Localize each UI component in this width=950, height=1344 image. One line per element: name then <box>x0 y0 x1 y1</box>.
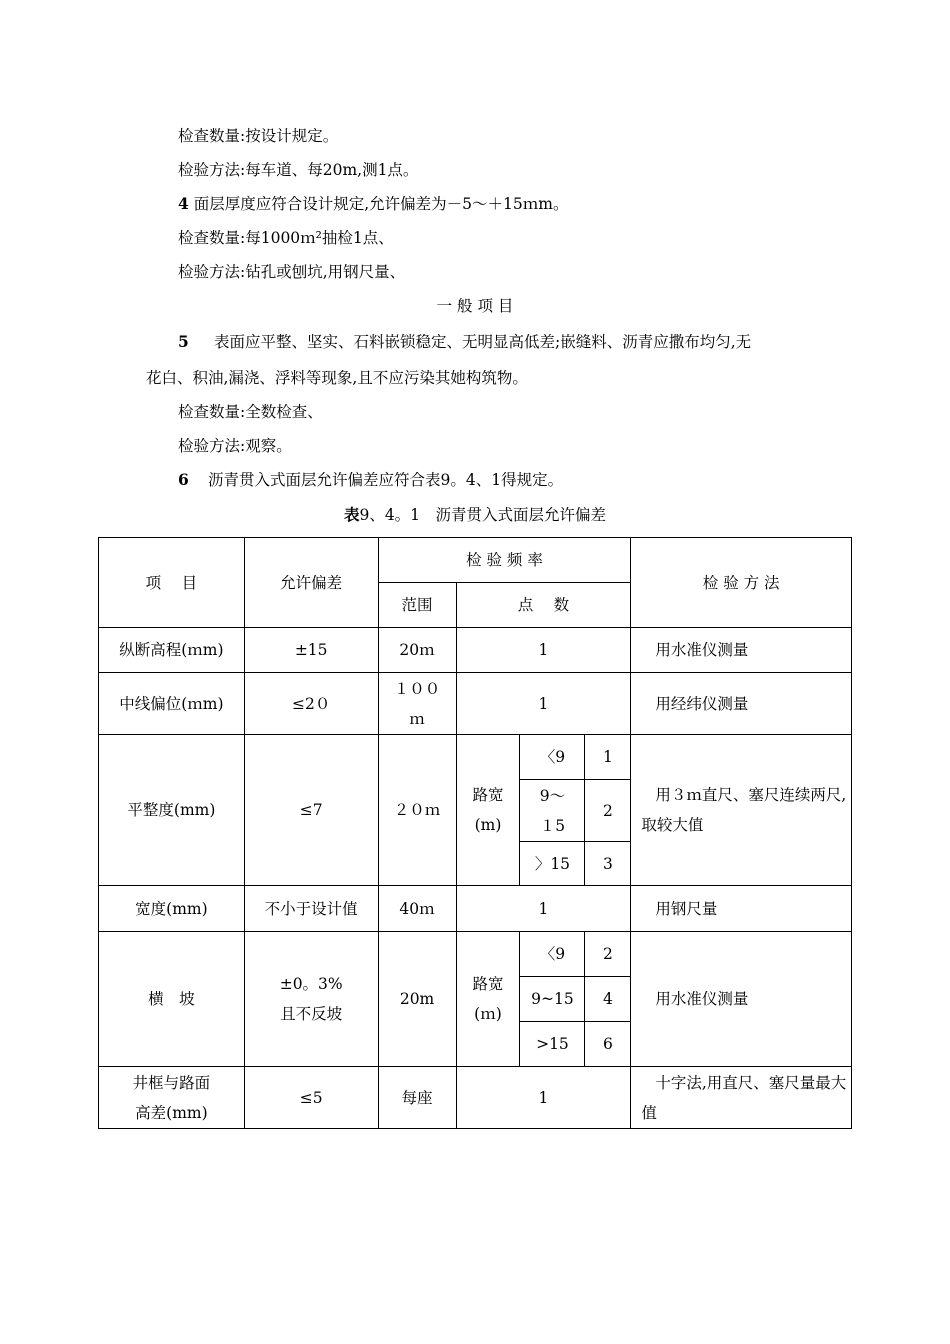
cell-points: 1 <box>456 1067 631 1129</box>
table-row <box>99 673 852 735</box>
header-deviation: 允许偏差 <box>244 538 378 628</box>
cell-road-width: 路宽(m) <box>456 735 520 886</box>
header-points: 点 数 <box>456 583 631 628</box>
paragraph-inspection-method-3: 检验方法:观察。 <box>178 437 292 455</box>
table-row <box>99 628 852 673</box>
paragraph-clause-5 <box>178 332 751 352</box>
cell-item: 宽度(mm) <box>99 886 245 932</box>
cell-width-range: 9~15 <box>520 977 585 1022</box>
cell-deviation: ±15 <box>244 628 378 673</box>
cell-method: 用水准仪测量 <box>631 932 852 1067</box>
paragraph-inspection-quantity-3: 检查数量:全数检查、 <box>178 403 323 421</box>
paragraph-inspection-method-2: 检验方法:钻孔或刨坑,用钢尺量、 <box>178 263 406 281</box>
clause-text: 面层厚度应符合设计规定,允许偏差为－5～＋15ｍm。 <box>193 195 569 213</box>
cell-range: 每座 <box>378 1067 456 1129</box>
cell-range: 20m <box>378 932 456 1067</box>
paragraph-inspection-quantity-2: 检查数量:每1000ｍ²抽检1点、 <box>178 229 394 247</box>
cell-point-count: 3 <box>585 842 631 886</box>
cell-item: 纵断高程(ｍm) <box>99 628 245 673</box>
table-row <box>99 1067 852 1129</box>
item-line-1: 井框与路面 <box>132 1073 211 1092</box>
cell-method: 用３ｍ直尺、塞尺连续两尺,取较大值 <box>631 735 852 886</box>
cell-item: 中线偏位(ｍm) <box>99 673 245 735</box>
cell-width-range: 〈9 <box>520 932 585 977</box>
cell-method: 十字法,用直尺、塞尺量最大值 <box>631 1067 852 1129</box>
paragraph-clause-5-cont: 花白、积油,漏浇、浮料等现象,且不应污染其她构筑物。 <box>146 369 528 387</box>
table-row <box>99 886 852 932</box>
cell-deviation: 不小于设计值 <box>244 886 378 932</box>
cell-method: 用钢尺量 <box>631 886 852 932</box>
deviation-table <box>98 537 852 1129</box>
table-header-row <box>99 538 852 583</box>
cell-item <box>99 1067 245 1129</box>
cell-deviation: ≤7 <box>244 735 378 886</box>
cell-method: 用经纬仪测量 <box>631 673 852 735</box>
cell-points: 1 <box>456 628 631 673</box>
cell-point-count: 1 <box>585 735 631 780</box>
cell-range: 20ｍ <box>378 628 456 673</box>
cell-range: １００ｍ <box>378 673 456 735</box>
header-method: 检 验 方 法 <box>631 538 852 628</box>
cell-road-width: 路宽(ｍ) <box>456 932 520 1067</box>
cell-method: 用水准仪测量 <box>631 628 852 673</box>
cell-width-range: 9～１5 <box>520 780 585 842</box>
paragraph-clause-6 <box>178 470 563 490</box>
table-title-text: 9、4。1 沥青贯入式面层允许偏差 <box>359 506 607 524</box>
cell-width-range: 〈9 <box>520 735 585 780</box>
table-title-label: 表 <box>343 505 360 524</box>
deviation-line-2: 且不反坡 <box>280 1005 343 1023</box>
paragraph-inspection-quantity-1: 检查数量:按设计规定。 <box>178 127 339 145</box>
cell-range: 40ｍ <box>378 886 456 932</box>
cell-point-count: 2 <box>585 780 631 842</box>
cell-point-count: 6 <box>585 1022 631 1067</box>
cell-width-range: >15 <box>520 1022 585 1067</box>
cell-point-count: 4 <box>585 977 631 1022</box>
table-title <box>0 505 950 525</box>
clause-number: 5 <box>178 332 189 351</box>
cell-points: 1 <box>456 886 631 932</box>
cell-item: 横 坡 <box>99 932 245 1067</box>
cell-deviation: ≤2０ <box>244 673 378 735</box>
deviation-line-1: ±0。3% <box>279 975 343 993</box>
header-range: 范围 <box>378 583 456 628</box>
cell-deviation <box>244 932 378 1067</box>
item-line-2: 高差(mm) <box>135 1103 208 1122</box>
table-row <box>99 735 852 780</box>
cell-point-count: 2 <box>585 932 631 977</box>
section-heading: 一 般 项 目 <box>436 297 514 315</box>
paragraph-inspection-method-1: 检验方法:每车道、每20m,测1点。 <box>178 161 419 179</box>
cell-deviation: ≤5 <box>244 1067 378 1129</box>
clause-text: 沥青贯入式面层允许偏差应符合表9。4、1得规定。 <box>208 471 564 489</box>
header-frequency: 检 验 频 率 <box>378 538 631 583</box>
table-row <box>99 932 852 977</box>
header-item: 项 目 <box>99 538 245 628</box>
cell-item: 平整度(mm) <box>99 735 245 886</box>
clause-number: 6 <box>178 470 189 489</box>
paragraph-clause-4 <box>178 194 568 214</box>
clause-number: 4 <box>178 194 189 213</box>
clause-text: 表面应平整、坚实、石料嵌锁稳定、无明显高低差;嵌缝料、沥青应撒布均匀,无 <box>214 333 752 351</box>
cell-width-range: 〉15 <box>520 842 585 886</box>
cell-points: 1 <box>456 673 631 735</box>
cell-range: ２０ｍ <box>378 735 456 886</box>
